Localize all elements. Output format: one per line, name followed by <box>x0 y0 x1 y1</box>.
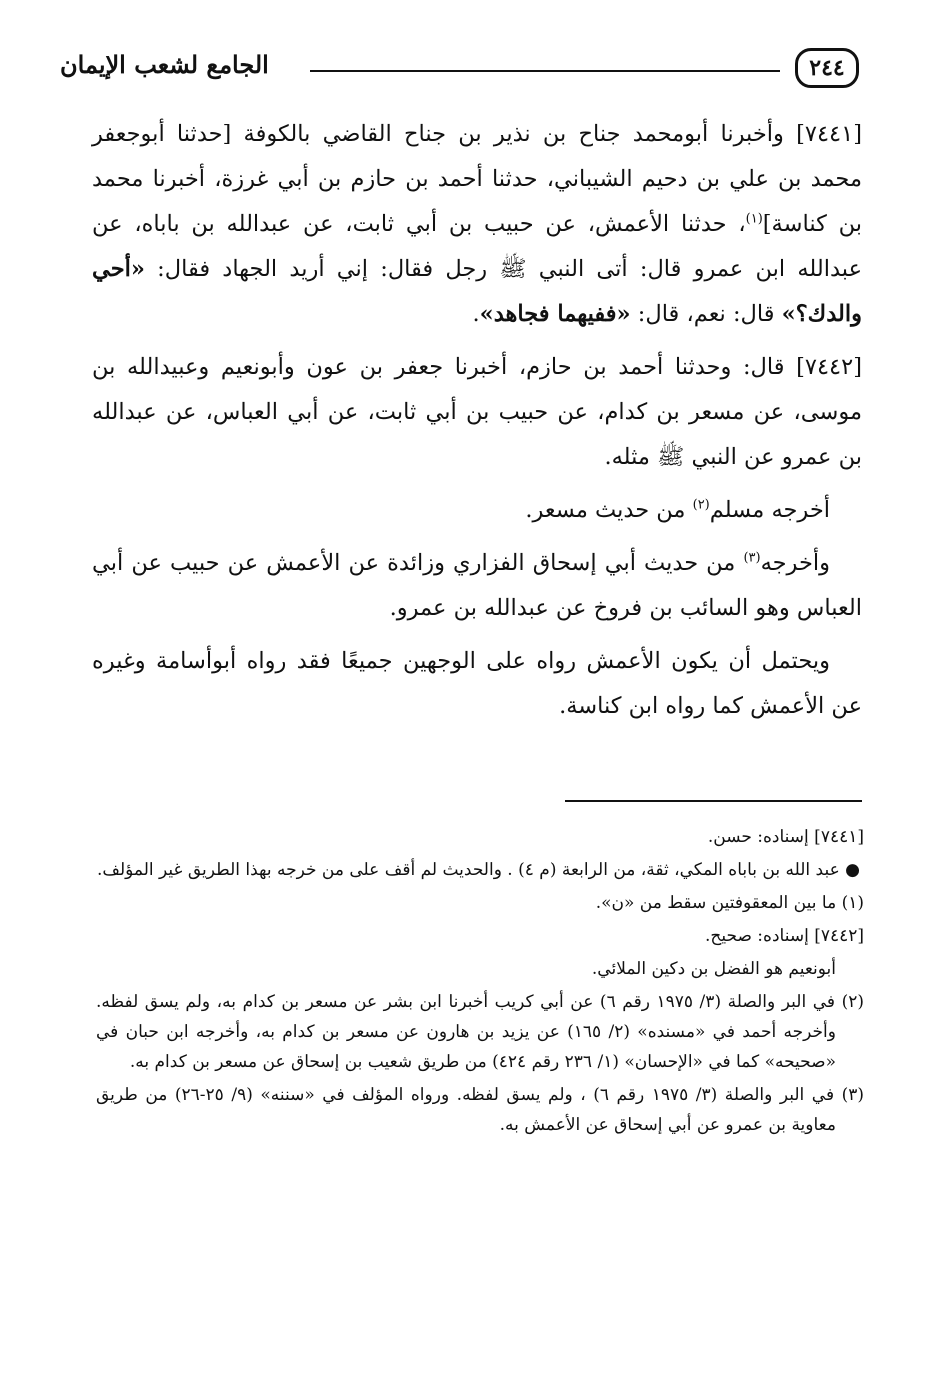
footnote-ref-1: (١) <box>745 211 763 227</box>
hadith-7441 <box>92 112 862 337</box>
narrator-note: أبونعيم هو الفضل بن دكين الملائي. <box>591 959 836 979</box>
header-rule <box>310 70 780 72</box>
quote-bold: «أحي والدك؟» <box>92 256 862 327</box>
footnote-separator <box>565 800 862 802</box>
page-number: ٢٤٤ <box>795 48 859 88</box>
hadith-text: قال: نعم، قال: <box>630 301 782 327</box>
takhrij-text: من حديث أبي إسحاق الفزاري وزائدة عن الأعمش عن حبيب عن أبي العباس وهو السائب بن فروخ عن عبدالله بن عمرو. <box>92 550 862 621</box>
author-comment: ويحتمل أن يكون الأعمش رواه على الوجهين جميعًا فقد رواه أبوأسامة وغيره عن الأعمش كما رواه ابن كناسة. <box>92 648 862 719</box>
main-text <box>92 112 862 737</box>
takhrij-text: أخرجه مسلم <box>709 497 830 523</box>
page-header <box>60 40 860 100</box>
hadith-number: [٧٤٤١] <box>796 121 862 147</box>
hadith-text: ، حدثنا الأعمش، عن حبيب بن أبي ثابت، عن عبدالله بن باباه، عن عبدالله ابن عمرو قال: أتى النبي ﷺ رجل فقال: إني أريد الجهاد فقال: <box>92 211 862 282</box>
footnote-ref-3: (٣) <box>743 550 761 566</box>
takhrij-second <box>92 541 862 631</box>
footnotes <box>96 822 864 1143</box>
grade-7441: [٧٤٤١] إسناده: حسن. <box>707 827 864 847</box>
hadith-number: [٧٤٤٢] <box>796 354 862 380</box>
quote-bold: «ففيهما فجاهد» <box>479 301 631 327</box>
hadith-text: قال: وحدثنا أحمد بن حازم، أخبرنا جعفر بن عون وأبونعيم وعبيدالله بن موسى، عن مسعر بن كدام، عن حبيب بن أبي ثابت، عن أبي العباس، عن عبدالله بن عمرو عن النبي ﷺ مثله. <box>92 354 862 470</box>
takhrij-text: وأخرجه <box>760 550 830 576</box>
grade-7442: [٧٤٤٢] إسناده: صحيح. <box>704 926 864 946</box>
takhrij-text: من حديث مسعر. <box>525 497 693 523</box>
footnote-1: (١) ما بين المعقوفتين سقط من «ن». <box>595 893 864 913</box>
hadith-text: وأخبرنا أبومحمد جناح بن نذير بن جناح القاضي بالكوفة [حدثنا أبوجعفر محمد بن علي بن دحيم الشيباني، حدثنا أحمد بن حازم بن أبي غرزة، أخبرنا محمد بن كناسة] <box>92 121 862 237</box>
footnote-2: (٢) في البر والصلة (٣/ ١٩٧٥ رقم ٦) عن أبي كريب أخبرنا ابن بشر عن مسعر بن كدام به، ولم يسق لفظه. وأخرجه أحمد في «مسنده» (٢/ ١٦٥) عن يزيد بن هارون عن مسعر بن كدام به، وأخرجه ابن حبان في «صحيحه» كما في «الإحسان» (١/ ٢٣٦ رقم ٤٢٤) من طريق شعيب بن إسحاق عن مسعر بن كدام به. <box>96 992 865 1072</box>
hadith-7442 <box>92 345 862 480</box>
footnote-ref-2: (٢) <box>692 497 710 513</box>
takhrij-muslim <box>92 488 862 533</box>
book-title: الجامع لشعب الإيمان <box>60 50 269 79</box>
hadith-text: . <box>472 301 480 327</box>
narrator-note: ● عبد الله بن باباه المكي، ثقة، من الرابعة (م ٤) . والحديث لم أقف على من خرجه بهذا الطريق غير المؤلف. <box>96 860 860 880</box>
footnote-3: (٣) في البر والصلة (٣/ ١٩٧٥ رقم ٦) ، ولم يسق لفظه. ورواه المؤلف في «سننه» (٩/ ٢٥-٢٦) من طريق معاوية بن عمرو عن أبي إسحاق عن الأعمش به. <box>96 1085 865 1135</box>
